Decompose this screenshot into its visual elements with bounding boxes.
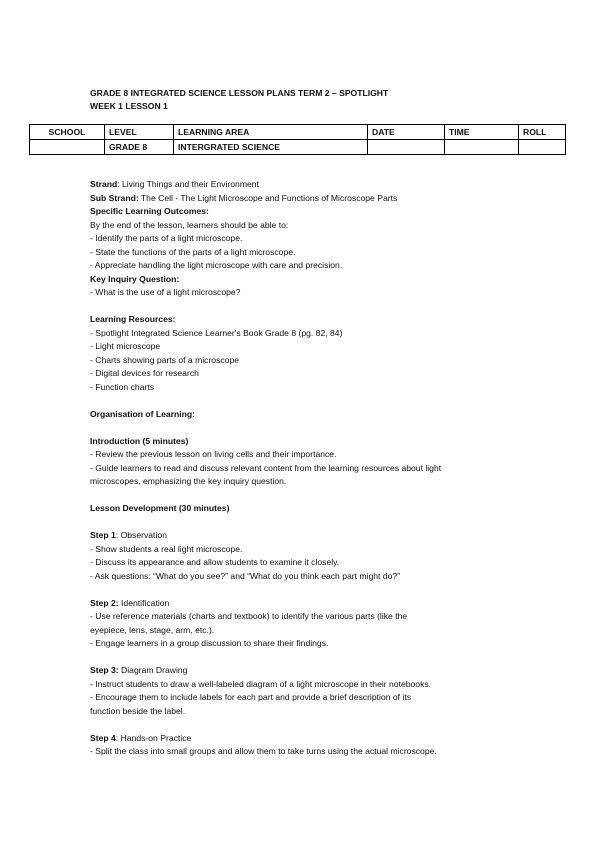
table-cell: [30, 140, 105, 155]
resources-heading: Learning Resources:: [90, 314, 176, 324]
table-header-cell: DATE: [368, 125, 445, 140]
list-item: - Review the previous lesson on living cells and their importance.: [90, 449, 337, 459]
development-heading: Lesson Development (30 minutes): [90, 503, 230, 513]
list-item: - Show students a real light microscope.: [90, 543, 243, 554]
step-label: Step 2:: [90, 597, 119, 608]
table-cell: INTERGRATED SCIENCE: [174, 140, 368, 155]
table-row: [30, 140, 566, 155]
step-heading: [90, 529, 560, 543]
table-header-cell: TIME: [445, 125, 519, 140]
list-item: - Split the class into small groups and allow them to take turns using the actual microscope.: [90, 746, 437, 756]
list-item: - Function charts: [90, 381, 154, 392]
outcomes-heading: Specific Learning Outcomes:: [90, 206, 209, 216]
outcomes-intro: By the end of the lesson, learners should be able to:: [90, 219, 289, 230]
step-label: Step 4: [90, 732, 116, 743]
list-item: - Digital devices for research: [90, 368, 199, 378]
list-item: function beside the label.: [90, 705, 186, 716]
sub-strand-label: Sub Strand:: [90, 192, 139, 203]
table-cell: [445, 140, 519, 155]
step-title: Identification: [118, 597, 170, 608]
list-item: - Discuss its appearance and allow students to examine it closely.: [90, 557, 340, 567]
strand-line: [90, 178, 560, 192]
step-heading: [90, 664, 560, 678]
sub-strand-line: [90, 192, 560, 206]
list-item: - Light microscope: [90, 341, 161, 351]
list-item: - Identify the parts of a light microscope.: [90, 233, 243, 243]
table-header-cell: ROLL: [519, 125, 566, 140]
list-item: - Use reference materials (charts and textbook) to identify the various parts (like the: [90, 611, 408, 621]
step-heading: [90, 732, 560, 746]
list-item: - Appreciate handling the light microscope with care and precision.: [90, 260, 343, 270]
table-header-cell: SCHOOL: [30, 125, 105, 140]
step-title: : Observation: [115, 530, 167, 540]
table-header-cell: LEVEL: [105, 125, 174, 140]
strand-label: Strand: [90, 179, 118, 189]
table-header-cell: LEARNING AREA: [174, 125, 368, 140]
step-heading: [90, 597, 560, 611]
list-item: - Charts showing parts of a microscope: [90, 354, 240, 365]
lesson-content: [90, 178, 560, 759]
inquiry-heading: Key Inquiry Question:: [90, 273, 180, 284]
step-title: Diagram Drawing: [118, 665, 188, 675]
step-title: : Hands-on Practice: [115, 732, 192, 743]
sub-strand-value: The Cell - The Light Microscope and Functions of Microscope Parts: [138, 192, 398, 203]
organisation-heading: Organisation of Learning:: [90, 408, 196, 419]
step-label: Step 3:: [90, 665, 119, 675]
list-item: - Engage learners in a group discussion to share their findings.: [90, 638, 329, 648]
list-item: eyepiece, lens, stage, arm, etc.).: [90, 624, 215, 635]
step-label: Step 1: [90, 530, 116, 540]
document-title: GRADE 8 INTEGRATED SCIENCE LESSON PLANS TERM 2 – SPOTLIGHT: [90, 88, 389, 98]
introduction-heading: Introduction (5 minutes): [90, 435, 189, 446]
list-item: - Instruct students to draw a well-labeled diagram of a light microscope in their notebooks.: [90, 678, 432, 689]
document-subtitle: WEEK 1 LESSON 1: [90, 101, 168, 111]
table-header-row: [30, 125, 566, 140]
table-cell: GRADE 8: [105, 140, 174, 155]
list-item: - Encourage them to include labels for each part and provide a brief description of its: [90, 692, 412, 702]
list-item: - Guide learners to read and discuss relevant content from the learning resources about light: [90, 462, 442, 473]
list-item: microscopes, emphasizing the key inquiry question.: [90, 476, 287, 486]
strand-value: : Living Things and their Environment: [117, 179, 259, 189]
lesson-info-table: [29, 124, 566, 155]
list-item: - Ask questions: “What do you see?” and “What do you think each part might do?”: [90, 570, 401, 581]
list-item: - What is the use of a light microscope?: [90, 287, 241, 297]
document-header: [90, 87, 388, 113]
table-cell: [519, 140, 566, 155]
list-item: - Spotlight Integrated Science Learner's Book Grade 8 (pg. 82, 84): [90, 327, 343, 338]
list-item: - State the functions of the parts of a light microscope.: [90, 246, 296, 257]
table-cell: [368, 140, 445, 155]
